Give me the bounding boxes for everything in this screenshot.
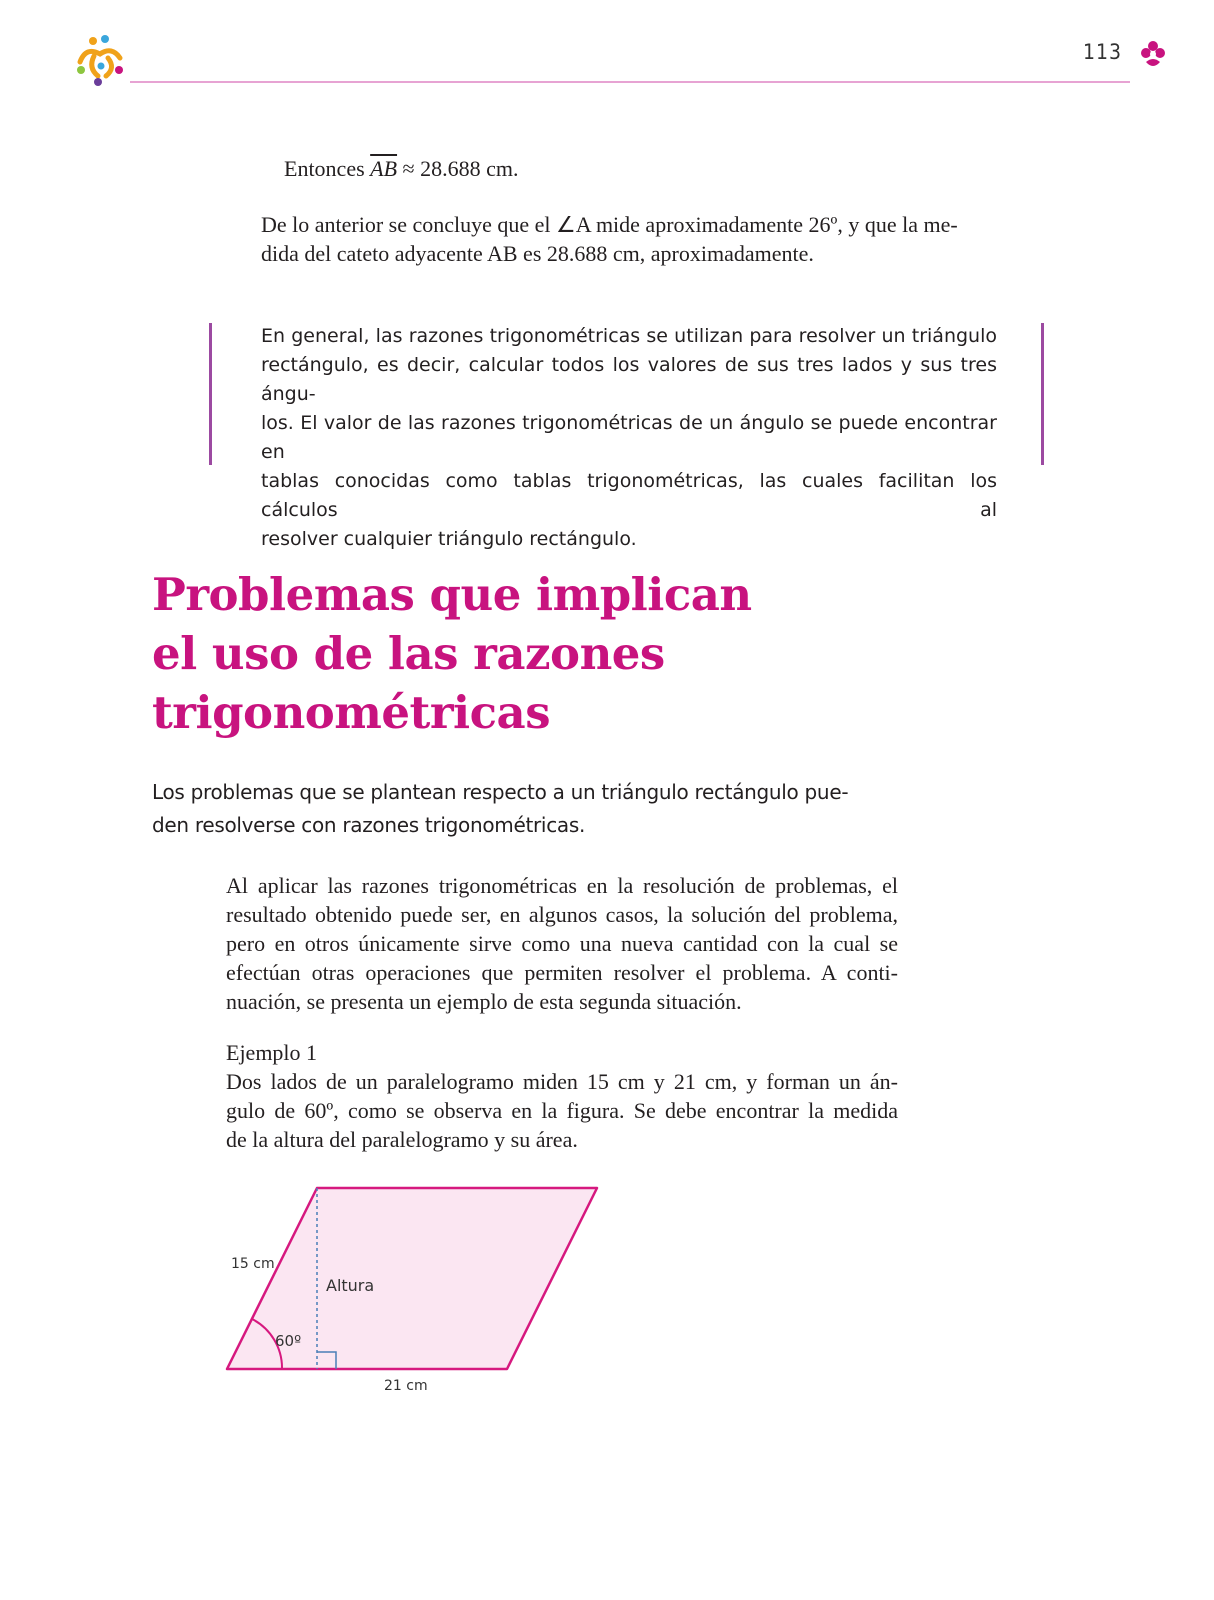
note-line: rectángulo, es decir, calcular todos los valores de sus tres lados y sus tres ángu- xyxy=(261,354,997,405)
result-line xyxy=(284,154,519,183)
section-title-line: el uso de las razones xyxy=(152,627,665,680)
explanation-paragraph xyxy=(226,871,898,1016)
note-line: tablas conocidas como tablas trigonométricas, las cuales facilitan los cálculos al xyxy=(261,470,997,521)
note-line: resolver cualquier triángulo rectángulo. xyxy=(261,528,637,550)
intro-paragraph xyxy=(152,776,848,842)
height-label: Altura xyxy=(326,1276,375,1295)
segment-ab: $\overline{AB}$ xyxy=(370,156,398,181)
base-label: 21 cm xyxy=(384,1378,428,1394)
conclusion-paragraph xyxy=(261,210,993,268)
section-title-line: Problemas que implican xyxy=(152,568,752,621)
example-title: Ejemplo 1 xyxy=(226,1040,318,1065)
page-number: 113 xyxy=(1082,40,1122,64)
example-line: Dos lados de un paralelogramo miden 15 cm y 21 cm, y forman un án- xyxy=(226,1069,898,1094)
header-rule xyxy=(130,81,1130,83)
result-prefix: Entonces xyxy=(284,156,371,181)
note-line: En general, las razones trigonométricas se utilizan para resolver un triángulo xyxy=(261,325,997,347)
parallelogram-figure xyxy=(222,1176,622,1406)
side-label: 15 cm xyxy=(231,1256,275,1272)
note-line: los. El valor de las razones trigonométricas de un ángulo se puede encontrar en xyxy=(261,412,997,463)
explanation-line: nuación, se presenta un ejemplo de esta segunda situación. xyxy=(226,989,742,1014)
example-line: de la altura del paralelogramo y su área. xyxy=(226,1127,578,1152)
intro-line: den resolverse con razones trigonométricas. xyxy=(152,813,586,837)
flower-icon xyxy=(1140,40,1166,70)
explanation-line: efectúan otras operaciones que permiten resolver el problema. A conti- xyxy=(226,960,898,985)
conclusion-line-1: De lo anterior se concluye que el ∠A mide aproximadamente 26º, y que la me- xyxy=(261,212,958,237)
note-paragraph xyxy=(261,322,997,554)
angle-label: 60º xyxy=(275,1332,302,1350)
explanation-line: resultado obtenido puede ser, en algunos casos, la solución del problema, xyxy=(226,902,898,927)
section-title-line: trigonométricas xyxy=(152,686,551,739)
section-title xyxy=(152,565,752,742)
intro-line: Los problemas que se plantean respecto a un triángulo rectángulo pue- xyxy=(152,780,849,804)
logo-icon xyxy=(72,32,128,88)
explanation-line: Al aplicar las razones trigonométricas en la resolución de problemas, el xyxy=(226,873,898,898)
example-block xyxy=(226,1038,898,1154)
note-bar-right xyxy=(1041,323,1044,465)
note-bar-left xyxy=(209,323,212,465)
explanation-line: pero en otros únicamente sirve como una nueva cantidad con la cual se xyxy=(226,931,898,956)
example-line: gulo de 60º, como se observa en la figura. Se debe encontrar la medida xyxy=(226,1098,898,1123)
result-suffix: ≈ 28.688 cm. xyxy=(397,156,519,181)
conclusion-line-2: dida del cateto adyacente AB es 28.688 cm, aproximadamente. xyxy=(261,241,814,266)
